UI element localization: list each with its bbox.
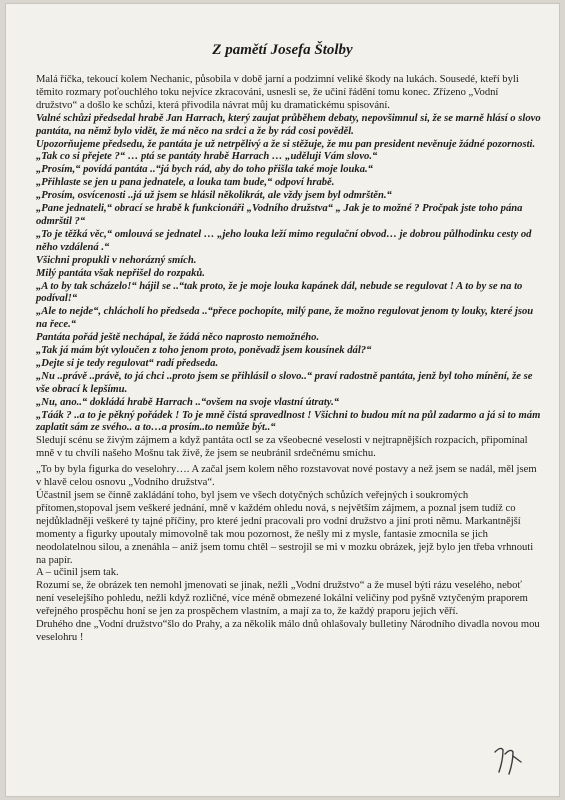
- paragraph: Pantáta pořád ještě nechápal, že žádá něco naprosto nemožného.: [36, 332, 320, 344]
- document-page: [6, 4, 559, 796]
- paragraph: Milý pantáta však nepřišel do rozpaků.: [36, 267, 205, 279]
- paragraph: Sledují scénu se živým zájmem a když pantáta octl se za všeobecné veselosti v nejtrapnějších rozpacích, připomínal mně v tu chvíli našeho Mošnu tak živě, že jsem se neubránil srdečnému smíchu.: [36, 435, 528, 460]
- paragraph: A – učinil jsem tak.: [36, 567, 119, 579]
- paragraph: „Tak co si přejete ?“ … ptá se pantáty hrabě Harrach … „uděluji Vám slovo.“: [36, 151, 378, 163]
- paragraph: „To je těžká věc,“ omlouvá se jednatel … „jeho louka leží mimo regulační obvod… je dobrou půlhodinku cesty od něho vzdálená .“: [36, 228, 532, 253]
- paragraph: „Táák ? ..a to je pěkný pořádek ! To je mně čistá spravedlnost ! Všichni to budou mít na půl zadarmo a já si to mám zaplatit sám ze svého.. a to…a prosím..to nemůže být..“: [36, 409, 541, 434]
- paragraph: „Ale to nejde“, chlácholí ho předseda ..“přece pochopíte, milý pane, že možno regulovat jenom ty louky, které jsou na řece.“: [36, 306, 534, 331]
- paragraph: „To by byla figurka do veselohry…. A začal jsem kolem něho rozstavovat nové postavy a než jsem se nadál, měl jsem v hlavě celou osnovu „Vodního družstva“.: [36, 464, 537, 489]
- paragraph: Všichni propukli v nehorázný smích.: [36, 254, 197, 266]
- paragraph: Valné schůzi předsedal hrabě Jan Harrach, který zaujat průběhem debaty, nepovšimnul si, že se marně hlásí o slovo pantáta, na němž bylo vidět, že má něco na srdci a že by rád cosi pověděl.: [36, 112, 541, 137]
- paragraph: „Nu ..právě ..právě, to já chci ..proto jsem se přihlásil o slovo..“ praví radostně pantáta, jenž byl toho mínění, že se vše obrací k lepšímu.: [36, 370, 533, 395]
- paragraph: „A to by tak scházelo!“ hájil se ..“tak proto, že je moje louka kapánek dál, nebude se regulovat ! A to by se na to podíval!“: [36, 280, 523, 305]
- paragraph: Druhého dne „Vodní družstvo“šlo do Prahy, a za několik málo dnů ohlašovaly bulletiny Národního divadla novou mou veselohru !: [36, 619, 540, 643]
- paragraph: „Dejte si je tedy regulovat“ radí předseda.: [36, 357, 219, 369]
- page-title: Z pamětí Josefa Štolby: [212, 42, 353, 58]
- paragraph: „Přihlaste se jen u pana jednatele, a louka tam bude,“ odpoví hrabě.: [36, 177, 335, 189]
- paragraph: „Nu, ano..“ dokládá hrabě Harrach ..“ovšem na svoje vlastní útraty.“: [36, 396, 340, 408]
- document-body: [36, 74, 541, 645]
- paragraph: Upozorňujeme předsedu, že pantáta je už netrpělivý a že si stěžuje, že mu pan president nevěnuje žádné pozornosti.: [36, 138, 536, 150]
- paragraph: Malá říčka, tekoucí kolem Nechanic, působila v době jarní a podzimní veliké škody na lukách. Sousedé, kteří byli těmito rozmary poťouchlého toku nejvíce zkracováni, usnesli se, že učiní řádění tomu konec. Zřízeno „Vodní družstvo“ a došlo ke schůzi, která přivodila návrat můj ku dramatickému spisování.: [36, 74, 519, 111]
- paragraph: Rozumí se, že obrázek ten nemohl jmenovati se jinak, nežli „Vodní družstvo“ a že musel býti rázu veselého, neboť není veselejšího pohledu, nežli když rozličné, více méně obmezené lokální veličiny pod pyšně vztyčeným praporem veřejného prospěchu honí se jen za prospěchem vlastním, a mají za to, že každý praporu jejich věří.: [36, 580, 528, 618]
- paragraph: Účastnil jsem se činně zakládání toho, byl jsem ve všech dotyčných schůzích veřejných i soukromých přítomen,stopoval jsem veškeré jednání, mně v každém ohledu nová, s největším zájmem, a poznal jsem tudíž co nejdůkladněji veškeré ty tajné příčiny, pro které jední pracovali pro vodní družstvo a jiní proti němu. Markantnější momenty a figurky upoutaly mimovolně tak mou pozornost, že nešly mi z mysle, fantasie zmocnila se jich neodolatelnou silou, a znenáhla – aniž jsem tomu chtěl – sestrojil se mi v mozku obrázek, jejž bylo jen třeba vrhnouti na papír.: [36, 490, 534, 566]
- paragraph: „Tak já mám být vyloučen z toho jenom proto, poněvadž jsem kousínek dál?“: [36, 345, 372, 357]
- paragraph: „Prosím,“ povídá pantáta ..“já bych rád, aby do toho přišla také moje louka.“: [36, 164, 373, 176]
- paragraph: „Prosím, osvícenosti ..já už jsem se hlásil několikrát, ale vždy jsem byl odmrštěn.“: [36, 190, 392, 202]
- handwritten-signature: [491, 738, 525, 778]
- paragraph: „Pane jednateli,“ obrací se hrabě k funkcionáři „Vodního družstva“ „ Jak je to možné ? Pročpak jste toho pána odmrštil ?“: [36, 203, 523, 227]
